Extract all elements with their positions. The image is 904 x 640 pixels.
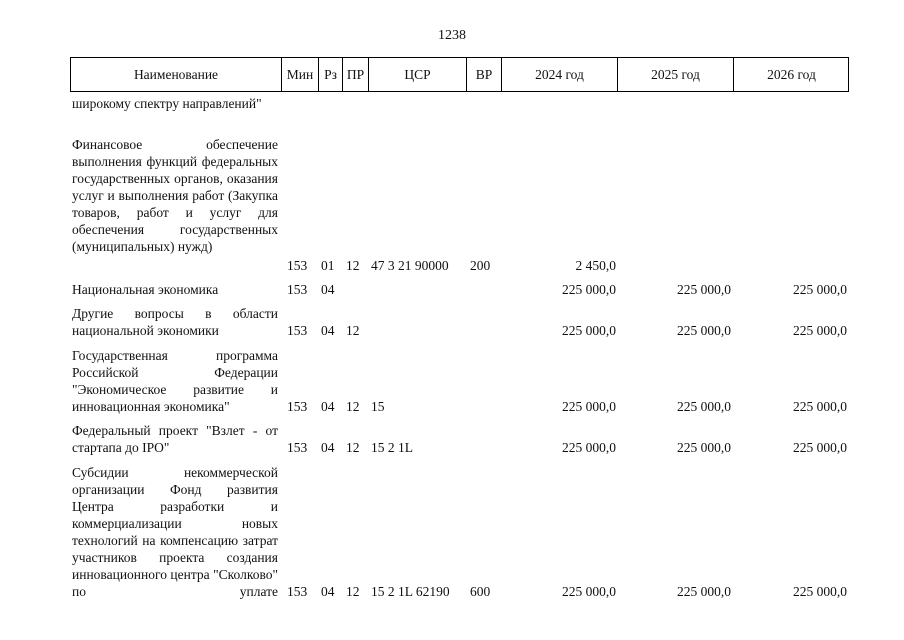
cell-2025: 225 000,0 — [677, 399, 731, 414]
cell-min: 153 — [287, 440, 308, 455]
header-2024: 2024 год — [502, 58, 618, 91]
page-number: 1238 — [438, 28, 466, 43]
row-name: Государственная программа Российской Федерации "Экономическое развитие и инновационная экономика" — [72, 348, 278, 414]
cell-rz: 04 — [321, 323, 335, 338]
cell-rz: 04 — [321, 282, 335, 297]
row-name: Субсидии некоммерческой организации Фонд развития Центра разработки и коммерциализации новых технологий на компенсацию затрат участников проекта создания инновационного центра "Сколково" по уплате — [72, 465, 278, 599]
cell-2026: 225 000,0 — [793, 323, 847, 338]
cell-rz: 01 — [321, 258, 335, 273]
cell-2025: 225 000,0 — [677, 584, 731, 599]
row-name: Национальная экономика — [72, 282, 219, 297]
cell-2024: 225 000,0 — [562, 323, 616, 338]
header-rz: Рз — [319, 58, 343, 91]
cell-2024: 225 000,0 — [562, 440, 616, 455]
cell-csr: 47 3 21 90000 — [371, 258, 449, 273]
cell-pr: 12 — [346, 323, 360, 338]
cell-2026: 225 000,0 — [793, 282, 847, 297]
cell-2025: 225 000,0 — [677, 323, 731, 338]
cell-2025: 225 000,0 — [677, 440, 731, 455]
header-vr: ВР — [467, 58, 502, 91]
cell-min: 153 — [287, 323, 308, 338]
header-pr: ПР — [343, 58, 369, 91]
cell-csr: 15 2 1L 62190 — [371, 584, 450, 599]
header-csr: ЦСР — [369, 58, 467, 91]
cell-rz: 04 — [321, 440, 335, 455]
row-name: Федеральный проект "Взлет - от стартапа до IPO" — [72, 423, 278, 455]
cell-2024: 225 000,0 — [562, 584, 616, 599]
cell-min: 153 — [287, 282, 308, 297]
cell-min: 153 — [287, 584, 308, 599]
cell-pr: 12 — [346, 399, 360, 414]
header-min: Мин — [282, 58, 319, 91]
cell-min: 153 — [287, 399, 308, 414]
cell-2026: 225 000,0 — [793, 440, 847, 455]
cell-2024: 2 450,0 — [575, 258, 616, 273]
cell-csr: 15 2 1L — [371, 440, 413, 455]
cell-vr: 200 — [470, 258, 491, 273]
cell-pr: 12 — [346, 440, 360, 455]
header-2025: 2025 год — [618, 58, 734, 91]
cell-pr: 12 — [346, 584, 360, 599]
cell-rz: 04 — [321, 399, 335, 414]
cell-2024: 225 000,0 — [562, 282, 616, 297]
table-header — [70, 57, 849, 92]
cell-2025: 225 000,0 — [677, 282, 731, 297]
cell-vr: 600 — [470, 584, 491, 599]
header-name: Наименование — [71, 58, 282, 91]
cell-2024: 225 000,0 — [562, 399, 616, 414]
row-name: Финансовое обеспечение выполнения функций федеральных государственных органов, оказания услуг и выполнения работ (Закупка товаров, работ и услуг для обеспечения государственных (муниципальных) нужд) — [72, 137, 278, 254]
cell-csr: 15 — [371, 399, 385, 414]
cell-rz: 04 — [321, 584, 335, 599]
cell-min: 153 — [287, 258, 308, 273]
row-name: Другие вопросы в области национальной экономики — [72, 306, 278, 338]
cell-pr: 12 — [346, 258, 360, 273]
header-2026: 2026 год — [767, 67, 816, 82]
cell-2026: 225 000,0 — [793, 584, 847, 599]
cell-2026: 225 000,0 — [793, 399, 847, 414]
row-name: широкому спектру направлений" — [72, 96, 262, 111]
